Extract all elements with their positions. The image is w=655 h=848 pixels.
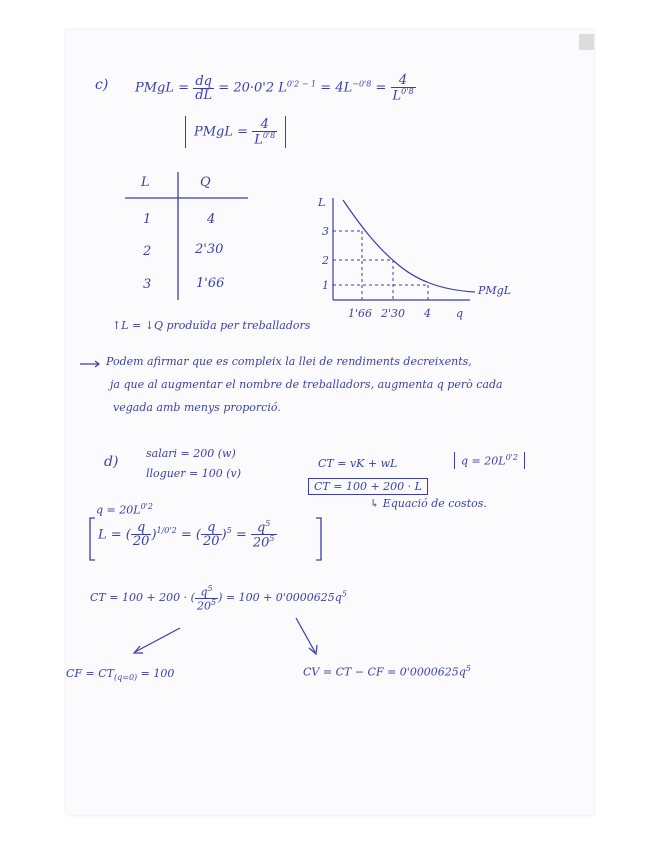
graph-x-label: q [456, 307, 464, 320]
l-solve-frac1 [131, 521, 152, 548]
l-solve-20b: 20 [202, 534, 220, 550]
q-definition [96, 503, 153, 516]
boxed-den: L [254, 132, 263, 148]
l-solve-exp1: 1/0'2 [156, 526, 177, 535]
table-col-l: L [141, 175, 150, 190]
l-solve-20-5-exp: 5 [269, 534, 275, 544]
ct-substitution: CT = 100 + 200 · ( $\frac{q^5}{20^5}$ ) = $100 + 0'0000625q^5$ [90, 584, 347, 613]
graph-x-tick-4: 4 [424, 307, 431, 320]
paragraph-line-3: vegada amb menys proporció. [113, 401, 281, 414]
cf-sub: (q=0) [114, 673, 138, 683]
q-box-exp: 0'2 [505, 453, 518, 462]
q-def-exp: 0'2 [140, 502, 153, 511]
pmg-curve [343, 200, 475, 292]
cv-arrow-line [296, 618, 315, 652]
ct-box: CT = 100 + 200 · L [308, 478, 428, 495]
salari-line: salari = 200 (w) [146, 447, 236, 460]
ct-sub-result: = 100 + 0'0000625q [225, 591, 342, 605]
l-solve-lhs: L = [98, 527, 122, 543]
l-solve-20: 20 [132, 534, 150, 550]
graph-x-tick-230: 2'30 [381, 307, 406, 320]
table-row-3-q: 1'66 [196, 276, 225, 291]
ct-sub-frac [195, 585, 218, 611]
lloguer-line: lloguer = 100 (v) [146, 467, 242, 480]
graph-x-tick-166: 1'66 [348, 307, 373, 320]
ct-general: CT = vK + wL [318, 457, 398, 470]
pmg-eq3: = [375, 80, 387, 96]
cf-arrow-line [135, 628, 180, 652]
pmg-eq2: = 4L [320, 80, 353, 96]
cf-text: CF = CT [66, 667, 115, 680]
ct-sub-den-exp: 5 [210, 597, 217, 607]
pmg-den: L [392, 88, 402, 104]
l-solve-bracket-left [90, 518, 95, 560]
l-solve-q: q [131, 521, 152, 535]
ct-sub-lhs: CT = 100 + 200 · [90, 591, 188, 605]
ct-sub-q-exp: 5 [207, 584, 213, 593]
graph-y-tick-1: 1 [322, 279, 329, 292]
table-row-2-q: 2'30 [195, 242, 224, 257]
cv-exp: 5 [465, 664, 471, 673]
cf-formula [66, 668, 174, 682]
arrow-note: ↑L = ↓Q produïda per treballadors [112, 319, 311, 332]
pmg-lhs: PMgL = [135, 80, 190, 96]
table-row-1-q: 4 [207, 212, 216, 227]
pmg-dq: dq [193, 75, 214, 89]
table-row-1-l: 1 [143, 212, 152, 227]
boxed-den-exp: 0'8 [262, 131, 276, 140]
section-c-label: c) [95, 77, 109, 93]
paragraph-line-1: Podem afirmar que es compleix la llei de rendiments decreixents, [106, 355, 472, 368]
l-solve-q5: q [256, 520, 266, 536]
ct-sub-result-exp: 5 [341, 589, 347, 599]
paragraph-line-2: ja que al augmentar el nombre de treballadors, augmenta q però cada [110, 378, 503, 391]
table-row-2-l: 2 [143, 244, 152, 259]
graph-curve-label: PMgL [478, 284, 512, 297]
l-solve-eq1: = [180, 527, 192, 543]
pmg-den-exp: 0'8 [401, 87, 414, 96]
l-solve-frac2 [201, 521, 222, 548]
q-box [454, 452, 525, 469]
l-solve-frac3 [251, 520, 277, 550]
l-solve-exp2: 5 [226, 526, 232, 535]
cv-text: CV = CT − CF = 0'0000625q [303, 665, 466, 679]
l-solve-eq2: = [235, 527, 247, 543]
pmg-exp2: −0'8 [352, 79, 372, 89]
pmg-eq1: = 20·0'2 L [218, 80, 287, 96]
graph-y-tick-2: 2 [322, 254, 329, 267]
l-solve-formula: L = ( $\frac{q}{20}$ )$^{1/0'2}$ = ( $\frac{q}{20}$ )$^5$ = $\frac{q^5}{20^5}$ [98, 519, 275, 551]
q-def-text: q = 20L [96, 503, 141, 517]
cf-value: = 100 [140, 667, 175, 680]
graph-y-label: L [318, 196, 326, 209]
pmg-dl: dL [195, 87, 213, 103]
ct-sub-den: 20 [196, 599, 211, 613]
table-col-q: Q [200, 175, 211, 190]
q-box-text: q = 20L [461, 454, 506, 468]
pmg-exp1: 0'2 − 1 [286, 79, 317, 89]
boxed-num: 4 [252, 118, 277, 132]
graph-y-tick-3: 3 [322, 225, 329, 238]
boxed-lhs: PMgL = [194, 124, 249, 140]
ct-sub-q: q [200, 585, 208, 599]
table-row-3-l: 3 [143, 277, 152, 292]
pmg-num: 4 [391, 74, 416, 88]
section-d-label: d) [104, 454, 119, 470]
cv-formula [303, 665, 471, 678]
cost-equation-note: ↳ Equació de costos. [370, 497, 487, 510]
l-solve-q2: q [201, 521, 222, 535]
l-solve-q5-exp: 5 [265, 519, 271, 528]
l-solve-bracket-right [316, 518, 321, 560]
l-solve-20-5: 20 [252, 535, 270, 551]
